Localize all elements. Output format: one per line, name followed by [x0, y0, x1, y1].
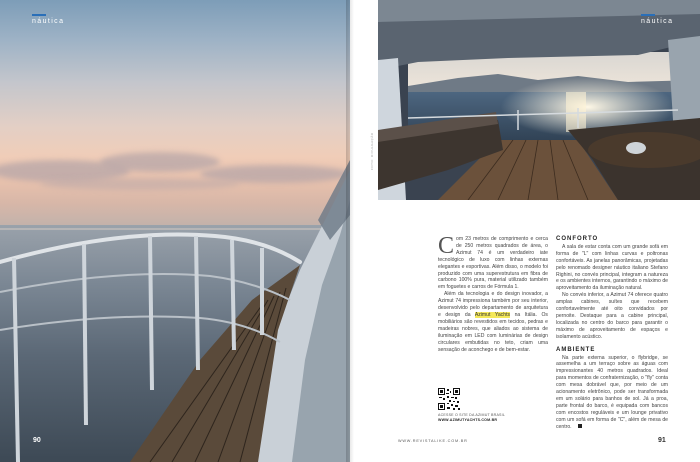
section-heading: AMBIENTE [556, 346, 596, 353]
brand-highlight: Azimut Yachts [474, 311, 511, 318]
paragraph: A sala de estar conta com um grande sofá em forma de "L" com linhas curvas e poltronas confortáveis. As janelas panorâmicas, projetadas pelo renomado designer náutico italiano Stefano Righini, no convés principal, integram a natureza e os ambientes internos, garantindo o máximo de aproveitamento da iluminação natural. [556, 243, 668, 292]
yacht-flybridge-image [378, 0, 700, 200]
article-column-2 [556, 236, 668, 430]
page-gutter [346, 0, 354, 462]
drop-cap: C [438, 233, 455, 259]
paragraph: No convés inferior, a Azimut 74 oferece quatro amplas cabines, suítes que recebem confortavelmente até oito convidados por pernoite. Destaque para a cabine principal, localizada no centro do barco para garantir o máximo de aproveitamento de espaços e isolamento acústico. [556, 292, 668, 340]
section-tag-right [641, 14, 673, 25]
page-number-left: 90 [33, 437, 41, 444]
paragraph: Além da tecnologia e do design inovador, a Azimut 74 impressiona também por seu interior, desenvolvido pelo departamento de arquitetura e design da Azimut Yachts na Itália. Os mobiliários são revestidos em tecidos, pedras e madeiras nobres, que aliados ao sistema de iluminação em LED com luminárias de design circulares embutidas no teto, criam uma sensação de aconchego e de bem-estar. [438, 291, 548, 353]
section-tag-left [32, 14, 64, 25]
qr-code-icon[interactable] [438, 388, 460, 410]
article-column-1 [438, 233, 548, 353]
section-tag-label: náutica [641, 18, 674, 25]
qr-caption: ACESSE O SITE DA AZIMUT BRASIL WWW.AZIMUTYACHTS.COM.BR [438, 413, 506, 422]
photo-credit: FOTO: DIVULGAÇÃO [370, 132, 374, 170]
page-number-right: 91 [658, 437, 666, 444]
qr-url-link[interactable]: WWW.AZIMUTYACHTS.COM.BR [438, 418, 498, 422]
paragraph: om 23 metros de comprimento e cerca de 250 metros quadrados de área, o Azimut 74 é um verdadeiro iate tecnológico de luxo com linhas externas elegantes e esportivas. Além disso, o modelo foi produzido com uma superestrutura em fibra de carbono 100% pura, material utilizado também em foguetes e carros de Fórmula 1. [438, 236, 548, 291]
section-tag-label: náutica [32, 18, 65, 25]
section-heading: CONFORTO [556, 236, 599, 242]
end-of-article-mark [578, 424, 582, 428]
magazine-site-url[interactable]: WWW.REVISTALIKE.COM.BR [398, 439, 468, 443]
paragraph: Na parte externa superior, o flybridge, se assemelha a um terraço sobre as águas com impressionantes 40 metros quadrados. Ideal para momentos de confraternização, o "fly" conta com mesa dobrável que, por meio de um acionamento eletrônico, pode ser transformada em um solário para banhos de sol. Já a proa, parte frontal do barco, é equipada com bancos com encostos reguláveis e um lounge privativo com um sofá em forma de "C", além de mesa de centro. [556, 354, 668, 430]
